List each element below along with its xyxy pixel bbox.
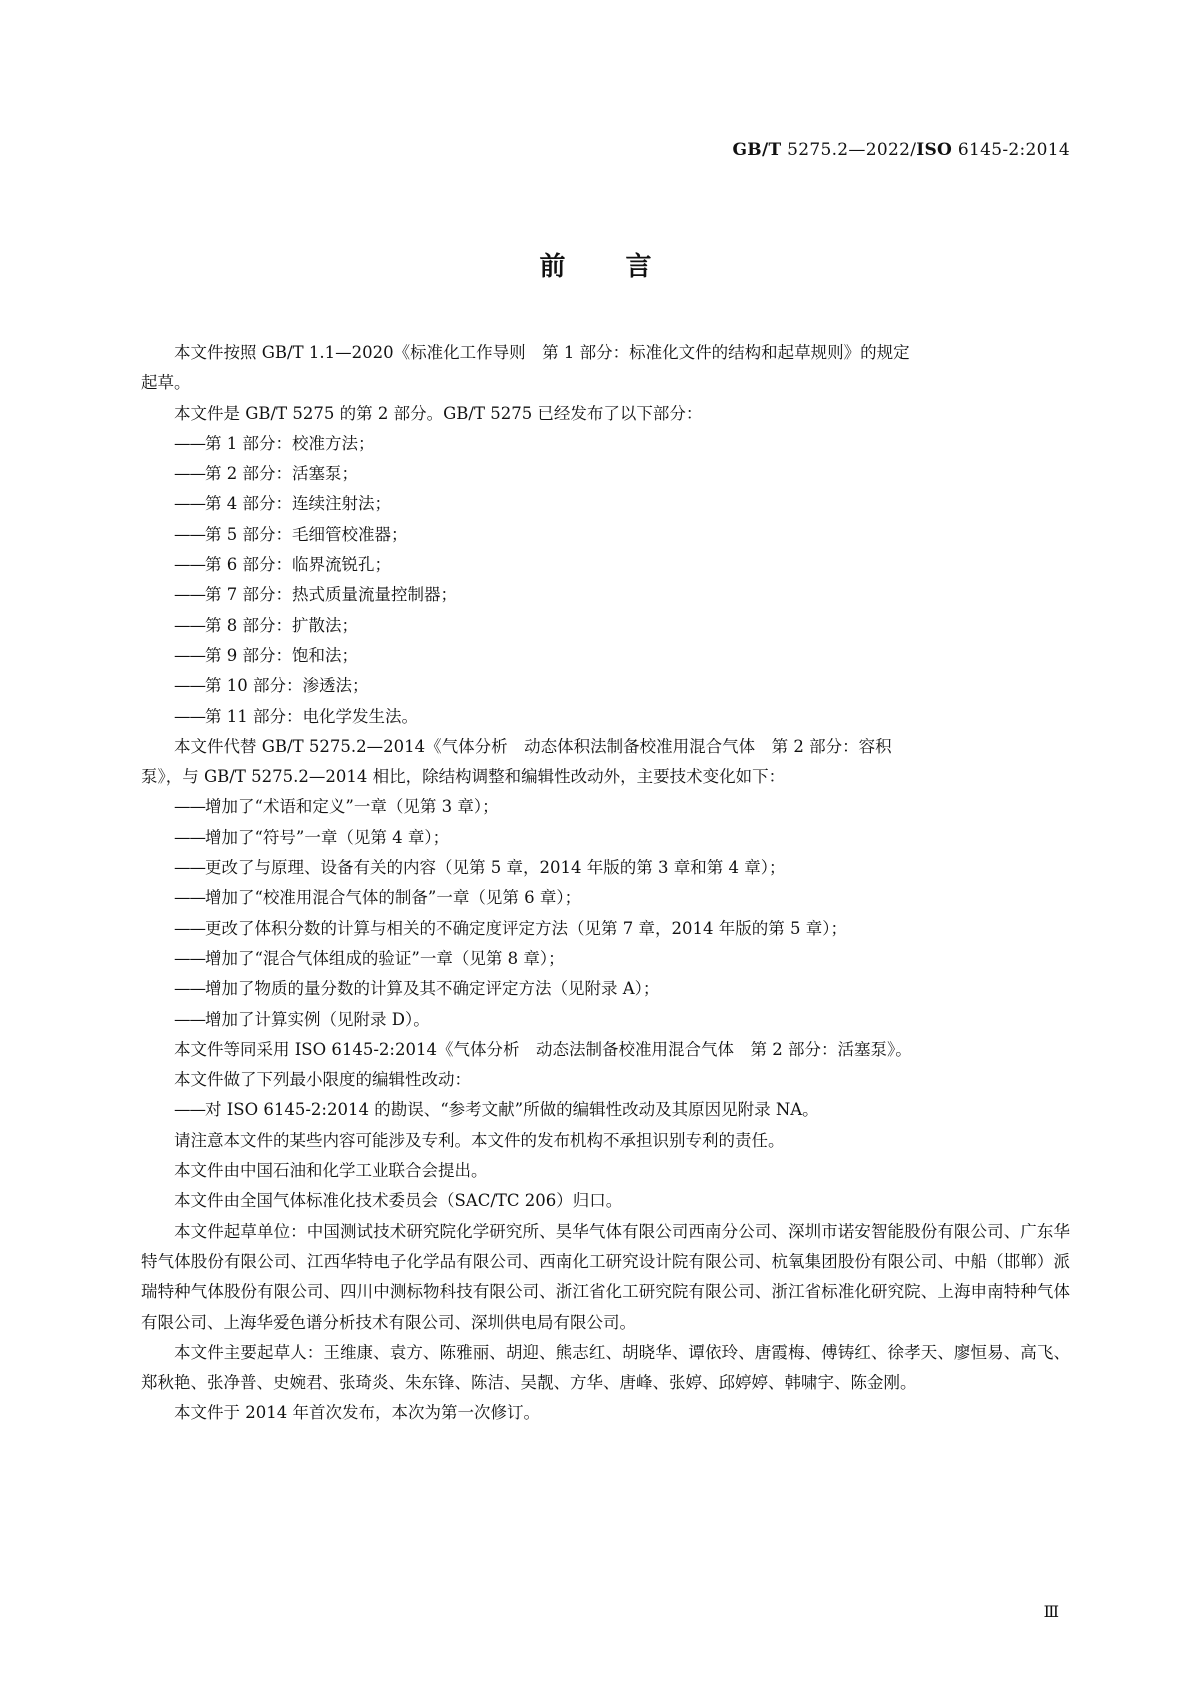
- standard-prefix: GB/T: [732, 140, 782, 160]
- document-body: [141, 338, 1070, 1429]
- paragraph-adoption: 本文件等同采用 ISO 6145-2:2014《气体分析 动态法制备校准用混合气体 第 2 部分：活塞泵》。: [174, 1039, 912, 1059]
- page-title: [0, 246, 1191, 283]
- paragraph-replaces-cont: 泵》，与 GB/T 5275.2—2014 相比，除结构调整和编辑性改动外，主要技术变化如下：: [141, 767, 786, 787]
- list-item: ——增加了物质的量分数的计算及其不确定评定方法（见附录 A）；: [174, 979, 660, 999]
- standard-number: 5275.2—2022/: [781, 140, 917, 160]
- title-char-2: 言: [625, 252, 652, 282]
- paragraph-drafting-rules: 本文件按照 GB/T 1.1—2020《标准化工作导则 第 1 部分：标准化文件的结构和起草规则》的规定: [174, 343, 910, 362]
- list-item: ——第 11 部分：电化学发生法。: [174, 706, 418, 726]
- paragraph-proposer: 本文件由中国石油和化学工业联合会提出。: [174, 1161, 488, 1181]
- paragraph-series: 本文件是 GB/T 5275 的第 2 部分。GB/T 5275 已经发布了以下部分：: [174, 403, 703, 423]
- list-item: ——第 8 部分：扩散法；: [174, 615, 358, 635]
- list-item: ——增加了“术语和定义”一章（见第 3 章）；: [174, 797, 499, 817]
- paragraph-edits: 本文件做了下列最小限度的编辑性改动：: [174, 1070, 471, 1090]
- title-char-1: 前: [539, 252, 566, 282]
- list-item: ——增加了“校准用混合气体的制备”一章（见第 6 章）；: [174, 888, 582, 908]
- paragraph-patent: 请注意本文件的某些内容可能涉及专利。本文件的发布机构不承担识别专利的责任。: [174, 1130, 785, 1150]
- changes-list: [141, 792, 1070, 1034]
- list-item: ——第 9 部分：饱和法；: [174, 645, 358, 665]
- page-number: Ⅲ: [1043, 1602, 1060, 1621]
- list-item: ——第 1 部分：校准方法；: [174, 433, 375, 453]
- iso-prefix: ISO: [916, 140, 953, 160]
- list-item: ——第 6 部分：临界流锐孔；: [174, 555, 391, 575]
- list-item: ——第 7 部分：热式质量流量控制器；: [174, 585, 457, 605]
- paragraph-replaces: 本文件代替 GB/T 5275.2—2014《气体分析 动态体积法制备校准用混合气体 第 2 部分：容积: [174, 736, 892, 756]
- parts-list: [141, 429, 1070, 732]
- iso-number: 6145-2:2014: [952, 140, 1070, 160]
- list-item: ——第 4 部分：连续注射法；: [174, 494, 391, 514]
- list-item: ——更改了与原理、设备有关的内容（见第 5 章，2014 年版的第 3 章和第 4 章）；: [174, 858, 786, 878]
- standard-number-header: [732, 140, 1070, 160]
- list-item: ——增加了“符号”一章（见第 4 章）；: [174, 827, 450, 847]
- list-item: ——增加了计算实例（见附录 D）。: [174, 1009, 430, 1029]
- list-item: ——更改了体积分数的计算与相关的不确定度评定方法（见第 7 章，2014 年版的第 5 章）；: [174, 918, 847, 938]
- paragraph-drafting-units: 本文件起草单位：中国测试技术研究院化学研究所、昊华气体有限公司西南分公司、深圳市诺安智能股份有限公司、广东华特气体股份有限公司、江西华特电子化学品有限公司、西南化工研究设计院有限公司、杭氧集团股份有限公司、中船（邯郸）派瑞特种气体股份有限公司、四川中测标物科技有限公司、浙江省化工研究院有限公司、浙江省标准化研究院、上海申南特种气体有限公司、上海华爱色谱分析技术有限公司、深圳供电局有限公司。: [141, 1221, 1070, 1332]
- paragraph-drafters: 本文件主要起草人：王维康、袁方、陈雅丽、胡迎、熊志红、胡晓华、谭依玲、唐霞梅、傅铸红、徐孝天、廖恒易、高飞、郑秋艳、张净普、史婉君、张琦炎、朱东锋、陈洁、吴靓、方华、唐峰、张婷、邱婷婷、韩啸宇、陈金刚。: [141, 1342, 1070, 1393]
- paragraph-committee: 本文件由全国气体标准化技术委员会（SAC/TC 206）归口。: [174, 1191, 623, 1211]
- list-item: ——对 ISO 6145-2:2014 的勘误、“参考文献”所做的编辑性改动及其原因见附录 NA。: [174, 1100, 819, 1120]
- paragraph-history: 本文件于 2014 年首次发布，本次为第一次修订。: [174, 1403, 540, 1423]
- list-item: ——增加了“混合气体组成的验证”一章（见第 8 章）；: [174, 948, 565, 968]
- paragraph-drafting-rules-cont: 起草。: [141, 373, 191, 393]
- list-item: ——第 2 部分：活塞泵；: [174, 464, 358, 484]
- list-item: ——第 5 部分：毛细管校准器；: [174, 524, 408, 544]
- list-item: ——第 10 部分：渗透法；: [174, 676, 369, 696]
